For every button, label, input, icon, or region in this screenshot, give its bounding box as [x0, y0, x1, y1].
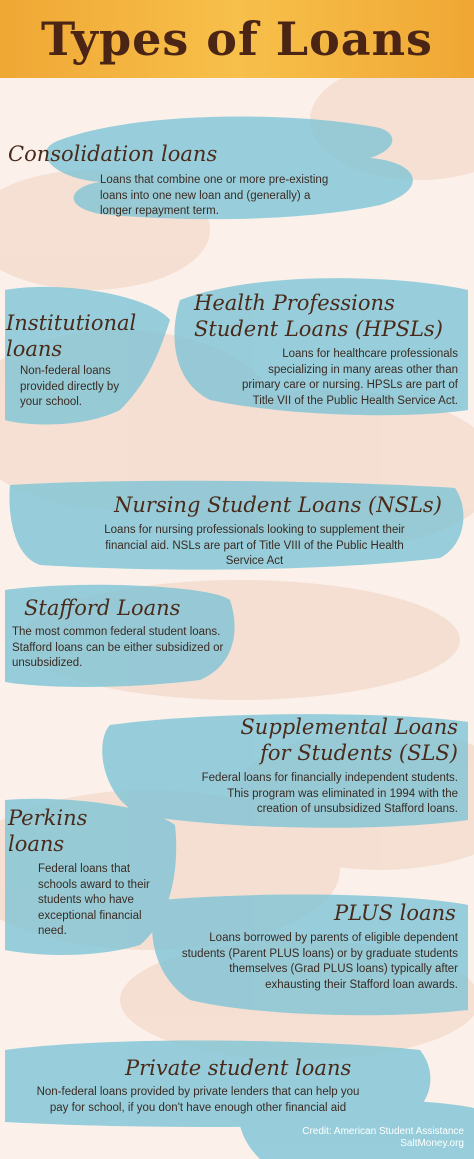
loan-desc-stafford: The most common federal student loans. Stafford loans can be either subsidized or unsubsidized. — [12, 626, 224, 669]
loan-desc-institutional: Non-federal loans provided directly by your school. — [20, 365, 120, 408]
loan-title-institutional: Institutional loans — [6, 311, 137, 361]
loan-title-stafford: Stafford Loans — [24, 596, 181, 620]
loan-desc-private: Non-federal loans provided by private lenders that can help you pay for school, if you don't have enough other financial aid — [36, 1086, 360, 1114]
loan-title-private: Private student loans — [125, 1056, 352, 1080]
credit-source: Credit: American Student Assistance — [302, 1126, 464, 1137]
header-banner — [0, 0, 474, 78]
loan-desc-perkins: Federal loans that schools award to their students who have exceptional financial need. — [38, 863, 150, 937]
credit-site: SaltMoney.org — [400, 1138, 464, 1149]
loan-title-perkins: Perkins loans — [8, 806, 88, 856]
page-title: Types of Loans — [41, 12, 433, 66]
loan-desc-plus: Loans borrowed by parents of eligible dependent students (Parent PLUS loans) or by graduate students themselves (Grad PLUS loans) typically after exhausting their Stafford loan awards. — [181, 932, 458, 991]
loan-title-plus: PLUS loans — [334, 901, 456, 925]
credit-note — [302, 1126, 464, 1150]
loan-title-hpsl: Health Professions Student Loans (HPSLs) — [194, 291, 443, 341]
loan-desc-consolidation: Loans that combine one or more pre-existing loans into one new loan and (generally) a longer repayment term. — [100, 174, 329, 217]
loan-title-sls: Supplemental Loans for Students (SLS) — [240, 715, 458, 765]
loan-desc-sls: Federal loans for financially independent students. This program was eliminated in 1994 with the creation of unsubsidized Stafford loans. — [201, 772, 458, 815]
loan-desc-nsl: Loans for nursing professionals looking to supplement their financial aid. NSLs are part of Title VIII of the Public Health Service Act — [104, 524, 405, 567]
loan-desc-hpsl: Loans for healthcare professionals specializing in many areas other than primary care or nursing. HPSLs are part of Title VII of the Public Health Service Act. — [241, 348, 458, 407]
loan-title-consolidation: Consolidation loans — [8, 142, 218, 166]
loan-title-nsl: Nursing Student Loans (NSLs) — [114, 493, 442, 517]
